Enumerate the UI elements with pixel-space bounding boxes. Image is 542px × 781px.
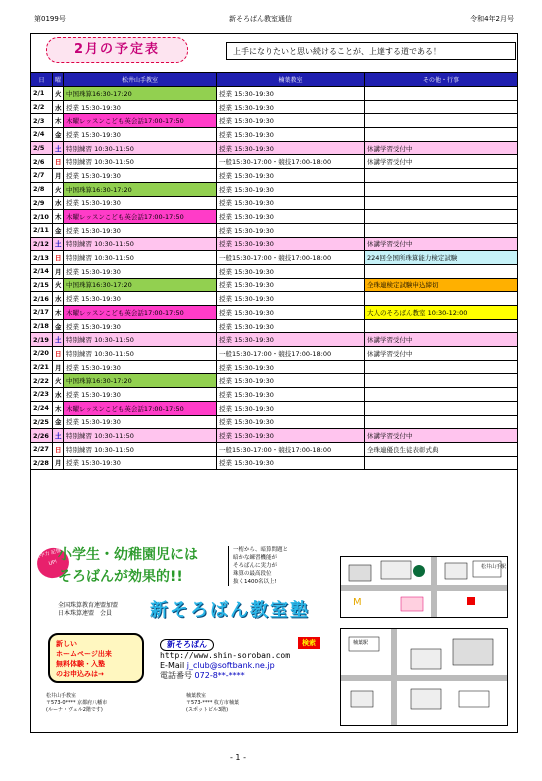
- matsui-cell: 特別練習 10:30-11:50: [64, 347, 217, 361]
- issue-date: 令和4年2月号: [470, 15, 514, 23]
- callout-line: 新しい: [56, 640, 77, 648]
- header-other: その他・行事: [365, 73, 518, 87]
- event-cell: 休講学習受付中: [365, 141, 518, 155]
- date-cell: 2/26: [31, 429, 53, 443]
- matsui-cell: 授業 15:30-19:30: [64, 360, 217, 374]
- table-row: [31, 141, 518, 155]
- table-row: [31, 333, 518, 347]
- callout-line: ホームページ出来: [56, 650, 112, 658]
- dow-cell: 水: [53, 100, 64, 114]
- schedule-table: [30, 72, 518, 470]
- event-cell: [365, 100, 518, 114]
- address-line: 〒573-0**** 京都府八幡市: [46, 700, 108, 706]
- kuzuha-cell: 授業 15:30-19:30: [217, 456, 365, 470]
- email-address[interactable]: j_club@softbank.ne.jp: [186, 661, 275, 670]
- matsui-cell: 授業 15:30-19:30: [64, 415, 217, 429]
- callout-line: のお申込みは→: [56, 670, 104, 678]
- matsui-cell: 授業 15:30-19:30: [64, 264, 217, 278]
- matsui-cell: 授業 15:30-19:30: [64, 292, 217, 306]
- kuzuha-cell: 授業 15:30-19:30: [217, 169, 365, 183]
- date-cell: 2/20: [31, 347, 53, 361]
- matsui-cell: 授業 15:30-19:30: [64, 388, 217, 402]
- table-header-row: [31, 73, 518, 87]
- event-cell: [365, 292, 518, 306]
- kuzuha-cell: 授業 15:30-19:30: [217, 319, 365, 333]
- dow-cell: 月: [53, 456, 64, 470]
- date-cell: 2/18: [31, 319, 53, 333]
- map-station-label: 松井山手駅: [481, 564, 507, 570]
- table-row: [31, 237, 518, 251]
- kuzuha-cell: 授業 15:30-19:30: [217, 196, 365, 210]
- header-date: 日: [31, 73, 53, 87]
- kuzuha-cell: 一般15:30-17:00・競技17:00-18:00: [217, 347, 365, 361]
- motto-box: 上手になりたいと思い続けることが、上達する道である！: [226, 42, 516, 60]
- dow-cell: 月: [53, 264, 64, 278]
- note-line: 抜く1400名以上!: [233, 579, 277, 585]
- search-button[interactable]: 検索: [298, 637, 320, 649]
- table-row: [31, 182, 518, 196]
- kuzuha-cell: 授業 15:30-19:30: [217, 264, 365, 278]
- table-row: [31, 223, 518, 237]
- table-row: [31, 128, 518, 142]
- kuzuha-cell: 授業 15:30-19:30: [217, 415, 365, 429]
- date-cell: 2/24: [31, 401, 53, 415]
- event-cell: [365, 210, 518, 224]
- dow-cell: 金: [53, 415, 64, 429]
- matsui-cell: 中国珠算16:30-17:20: [64, 374, 217, 388]
- table-row: [31, 456, 518, 470]
- event-cell: 大人のそろばん教室 10:30-12:00: [365, 306, 518, 320]
- event-cell: [365, 264, 518, 278]
- header-dow: 曜: [53, 73, 64, 87]
- page-title: 2月の予定表: [46, 37, 188, 63]
- event-cell: [365, 388, 518, 402]
- event-cell: [365, 196, 518, 210]
- kuzuha-cell: 授業 15:30-19:30: [217, 360, 365, 374]
- date-cell: 2/19: [31, 333, 53, 347]
- dow-cell: 土: [53, 333, 64, 347]
- benefit-notes: [228, 546, 343, 586]
- event-cell: 全珠連検定試験申込締切: [365, 278, 518, 292]
- dow-cell: 木: [53, 210, 64, 224]
- matsui-cell: 特別練習 10:30-11:50: [64, 141, 217, 155]
- table-row: [31, 251, 518, 265]
- date-cell: 2/4: [31, 128, 53, 142]
- table-row: [31, 306, 518, 320]
- address-kuzuha: [186, 693, 239, 714]
- catchphrase-line2: そろばんが効果的!!: [58, 569, 183, 585]
- event-cell: [365, 114, 518, 128]
- kuzuha-cell: 授業 15:30-19:30: [217, 210, 365, 224]
- kuzuha-cell: 授業 15:30-19:30: [217, 128, 365, 142]
- dow-cell: 日: [53, 155, 64, 169]
- page-number: - 1 -: [230, 753, 246, 762]
- event-cell: [365, 374, 518, 388]
- event-cell: 休講学習受付中: [365, 237, 518, 251]
- kuzuha-cell: 授業 15:30-19:30: [217, 306, 365, 320]
- callout-line: 無料体験・入塾: [56, 660, 105, 668]
- matsui-cell: 特別練習 10:30-11:50: [64, 251, 217, 265]
- table-row: [31, 114, 518, 128]
- map-kuzuha: [340, 628, 508, 726]
- dow-cell: 木: [53, 306, 64, 320]
- matsui-cell: 中国珠算16:30-17:20: [64, 278, 217, 292]
- table-row: [31, 196, 518, 210]
- contact-info: [160, 639, 290, 681]
- date-cell: 2/9: [31, 196, 53, 210]
- event-cell: [365, 415, 518, 429]
- kuzuha-cell: 授業 15:30-19:30: [217, 182, 365, 196]
- school-affiliation: [58, 602, 118, 618]
- matsui-cell: 中国珠算16:30-17:20: [64, 182, 217, 196]
- signup-callout: [48, 633, 144, 683]
- matsui-cell: 特別練習 10:30-11:50: [64, 442, 217, 456]
- dow-cell: 金: [53, 128, 64, 142]
- table-row: [31, 100, 518, 114]
- table-row: [31, 169, 518, 183]
- matsui-cell: 授業 15:30-19:30: [64, 223, 217, 237]
- event-cell: 224回全国所珠算能力検定試験: [365, 251, 518, 265]
- date-cell: 2/14: [31, 264, 53, 278]
- table-row: [31, 278, 518, 292]
- kuzuha-cell: 一般15:30-17:00・競技17:00-18:00: [217, 442, 365, 456]
- note-line: 一桁から、暗算問題と: [233, 547, 289, 553]
- dow-cell: 金: [53, 223, 64, 237]
- kuzuha-cell: 一般15:30-17:00・競技17:00-18:00: [217, 251, 365, 265]
- kuzuha-cell: 授業 15:30-19:30: [217, 374, 365, 388]
- note-line: 暗かな練習機能が: [233, 555, 278, 561]
- table-row: [31, 87, 518, 101]
- affiliation-line: 全国珠算教育連盟加盟: [58, 602, 119, 609]
- matsui-cell: 特別練習 10:30-11:50: [64, 155, 217, 169]
- dow-cell: 火: [53, 87, 64, 101]
- kuzuha-cell: 授業 15:30-19:30: [217, 333, 365, 347]
- dow-cell: 土: [53, 429, 64, 443]
- dow-cell: 水: [53, 388, 64, 402]
- kuzuha-cell: 授業 15:30-19:30: [217, 141, 365, 155]
- table-row: [31, 388, 518, 402]
- address-line: 楠葉教室: [186, 693, 207, 699]
- kuzuha-cell: 授業 15:30-19:30: [217, 114, 365, 128]
- event-cell: [365, 319, 518, 333]
- dow-cell: 水: [53, 292, 64, 306]
- svg-text:M: M: [353, 597, 362, 608]
- dow-cell: 日: [53, 442, 64, 456]
- date-cell: 2/15: [31, 278, 53, 292]
- matsui-cell: 木曜レッスンこども英会話17:00-17:50: [64, 306, 217, 320]
- matsui-cell: 授業 15:30-19:30: [64, 100, 217, 114]
- date-cell: 2/7: [31, 169, 53, 183]
- event-cell: [365, 223, 518, 237]
- date-cell: 2/5: [31, 141, 53, 155]
- affiliation-line: 日本珠算連盟 会員: [58, 610, 113, 617]
- matsui-cell: 木曜レッスンこども英会話17:00-17:50: [64, 114, 217, 128]
- dow-cell: 火: [53, 278, 64, 292]
- event-cell: 全珠連優良生徒表彰式典: [365, 442, 518, 456]
- date-cell: 2/12: [31, 237, 53, 251]
- address-line: (スポットビル3階): [186, 707, 229, 713]
- matsui-cell: 木曜レッスンこども英会話17:00-17:50: [64, 401, 217, 415]
- date-cell: 2/8: [31, 182, 53, 196]
- badge-seal: 集中力 記憶力 UP!: [34, 544, 73, 581]
- kuzuha-cell: 授業 15:30-19:30: [217, 100, 365, 114]
- event-cell: 休講学習受付中: [365, 333, 518, 347]
- header-matsui: 松井山手教室: [64, 73, 217, 87]
- table-row: [31, 319, 518, 333]
- dow-cell: 火: [53, 182, 64, 196]
- event-cell: [365, 128, 518, 142]
- table-row: [31, 292, 518, 306]
- date-cell: 2/10: [31, 210, 53, 224]
- date-cell: 2/21: [31, 360, 53, 374]
- matsui-cell: 授業 15:30-19:30: [64, 196, 217, 210]
- kuzuha-cell: 授業 15:30-19:30: [217, 237, 365, 251]
- date-cell: 2/25: [31, 415, 53, 429]
- event-cell: [365, 169, 518, 183]
- table-row: [31, 442, 518, 456]
- matsui-cell: 授業 15:30-19:30: [64, 456, 217, 470]
- date-cell: 2/6: [31, 155, 53, 169]
- newsletter-title: 新そろばん教室通信: [229, 15, 292, 23]
- dow-cell: 木: [53, 114, 64, 128]
- event-cell: [365, 401, 518, 415]
- table-row: [31, 374, 518, 388]
- kuzuha-cell: 一般15:30-17:00・競技17:00-18:00: [217, 155, 365, 169]
- catchphrase-line1: 小学生・幼稚園児には: [58, 547, 198, 563]
- website-url[interactable]: http://www.shin-soroban.com: [160, 651, 291, 660]
- date-cell: 2/13: [31, 251, 53, 265]
- date-cell: 2/22: [31, 374, 53, 388]
- address-line: 松井山手教室: [46, 693, 77, 699]
- table-row: [31, 401, 518, 415]
- date-cell: 2/17: [31, 306, 53, 320]
- table-row: [31, 415, 518, 429]
- table-row: [31, 210, 518, 224]
- event-cell: [365, 87, 518, 101]
- date-cell: 2/28: [31, 456, 53, 470]
- table-row: [31, 155, 518, 169]
- table-row: [31, 264, 518, 278]
- dow-cell: 土: [53, 237, 64, 251]
- address-line: 〒573-**** 枚方市楠葉: [186, 700, 239, 706]
- matsui-cell: 特別練習 10:30-11:50: [64, 429, 217, 443]
- search-keyword[interactable]: 新そろばん: [160, 639, 214, 651]
- issue-number: 第0199号: [34, 15, 66, 23]
- table-row: [31, 429, 518, 443]
- dow-cell: 金: [53, 319, 64, 333]
- date-cell: 2/23: [31, 388, 53, 402]
- dow-cell: 月: [53, 169, 64, 183]
- header-kuzuha: 楠葉教室: [217, 73, 365, 87]
- kuzuha-cell: 授業 15:30-19:30: [217, 278, 365, 292]
- matsui-cell: 特別練習 10:30-11:50: [64, 237, 217, 251]
- matsui-cell: 授業 15:30-19:30: [64, 169, 217, 183]
- phone-number[interactable]: 072-8**-****: [194, 671, 245, 680]
- date-cell: 2/27: [31, 442, 53, 456]
- school-brand: 新そろばん教室塾: [150, 600, 310, 621]
- matsui-cell: 木曜レッスンこども英会話17:00-17:50: [64, 210, 217, 224]
- map-station-label: 楠葉駅: [353, 640, 369, 646]
- event-cell: 休講学習受付中: [365, 347, 518, 361]
- event-cell: [365, 182, 518, 196]
- table-row: [31, 360, 518, 374]
- newsletter-header: [34, 14, 514, 28]
- dow-cell: 水: [53, 196, 64, 210]
- event-cell: [365, 456, 518, 470]
- matsui-cell: 特別練習 10:30-11:50: [64, 333, 217, 347]
- event-cell: 休講学習受付中: [365, 429, 518, 443]
- kuzuha-cell: 授業 15:30-19:30: [217, 223, 365, 237]
- table-row: [31, 347, 518, 361]
- date-cell: 2/3: [31, 114, 53, 128]
- kuzuha-cell: 授業 15:30-19:30: [217, 401, 365, 415]
- date-cell: 2/11: [31, 223, 53, 237]
- dow-cell: 日: [53, 347, 64, 361]
- note-line: そろばんに実力が: [233, 563, 278, 569]
- kuzuha-cell: 授業 15:30-19:30: [217, 292, 365, 306]
- kuzuha-cell: 授業 15:30-19:30: [217, 87, 365, 101]
- matsui-cell: 中国珠算16:30-17:20: [64, 87, 217, 101]
- map-matsui: [340, 556, 508, 618]
- date-cell: 2/1: [31, 87, 53, 101]
- dow-cell: 月: [53, 360, 64, 374]
- phone-label: 電話番号: [160, 671, 192, 680]
- dow-cell: 木: [53, 401, 64, 415]
- event-cell: [365, 360, 518, 374]
- matsui-cell: 授業 15:30-19:30: [64, 319, 217, 333]
- date-cell: 2/16: [31, 292, 53, 306]
- matsui-cell: 授業 15:30-19:30: [64, 128, 217, 142]
- event-cell: 休講学習受付中: [365, 155, 518, 169]
- kuzuha-cell: 授業 15:30-19:30: [217, 429, 365, 443]
- dow-cell: 土: [53, 141, 64, 155]
- kuzuha-cell: 授業 15:30-19:30: [217, 388, 365, 402]
- note-line: 珠算の最高段位: [233, 571, 272, 577]
- address-line: (ルーナ・ヴェル2階です): [46, 707, 103, 713]
- mail-label: E-Mail: [160, 661, 185, 670]
- date-cell: 2/2: [31, 100, 53, 114]
- dow-cell: 火: [53, 374, 64, 388]
- dow-cell: 日: [53, 251, 64, 265]
- address-matsui: [46, 693, 107, 714]
